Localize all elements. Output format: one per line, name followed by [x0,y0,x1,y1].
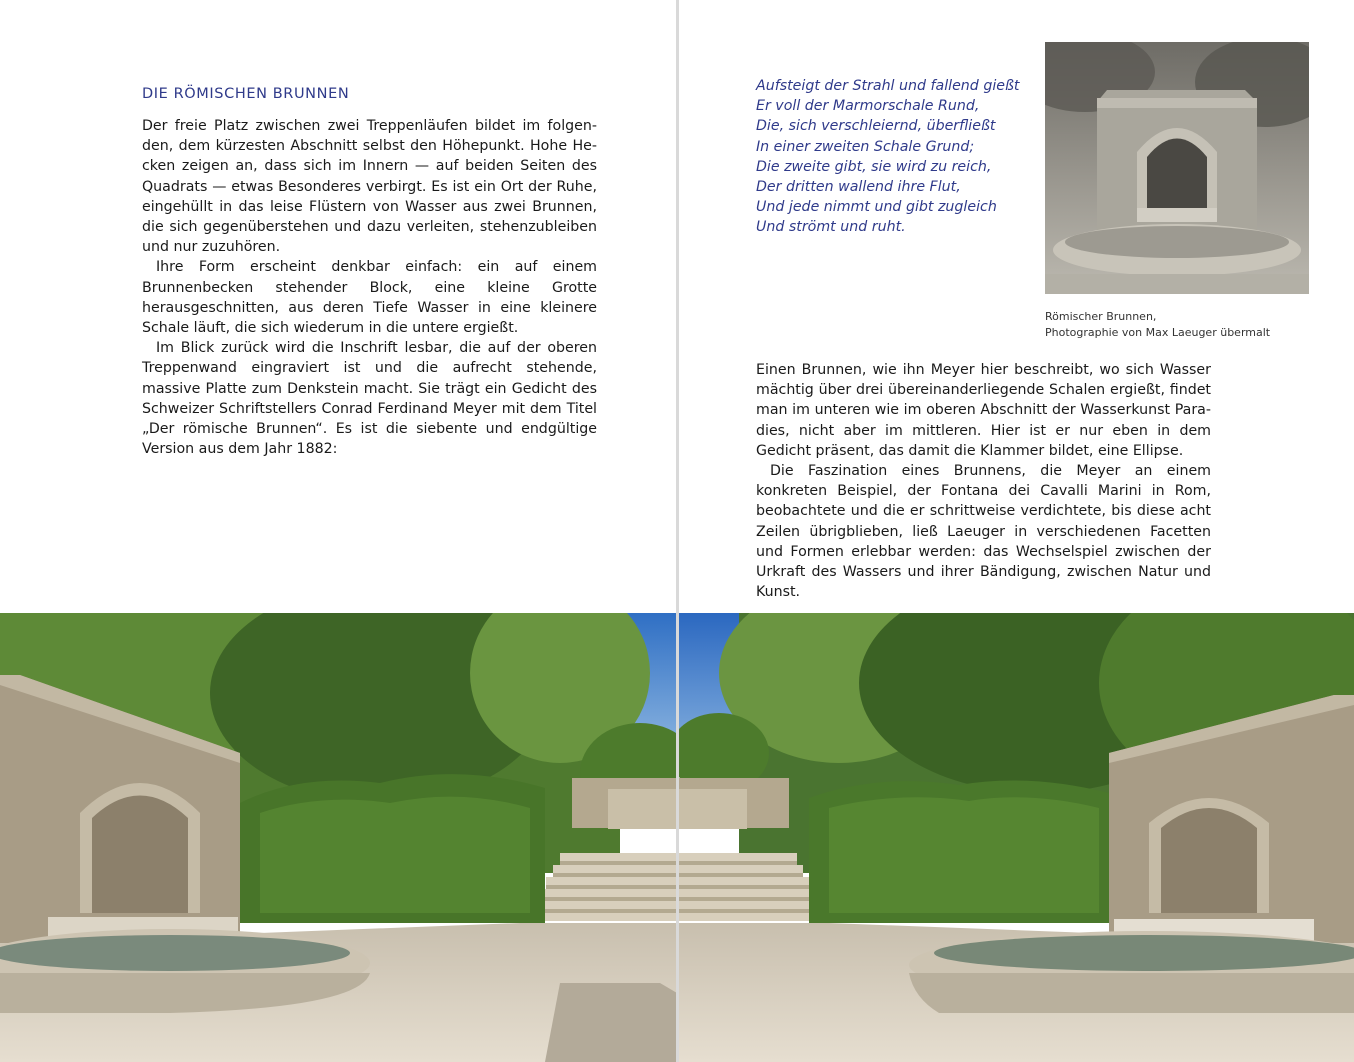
historic-fountain-photo [1045,42,1309,294]
right-paragraph-1: Einen Brunnen, wie ihn Meyer hier beschreibt, wo sich Wasser mächtig über drei übereinanderliegende Schalen ergießt, findet man im unteren wie im oberen Abschnitt der Wasserkunst Paradies, nicht aber im mittleren. Hier ist er nur eben in dem Gedicht präsent, das damit die Klammer bildet, eine Ellipse. [756,362,1211,459]
poem-line-8: Und strömt und ruht. [756,219,906,236]
caption-line-2: Photographie von Max Laeuger übermalt [1045,326,1271,339]
garden-photo-right [679,613,1354,1062]
right-paragraph-2: Die Faszination eines Brunnens, die Meyer an einem konkreten Beispiel, der Fontana dei Cavalli Marini in Rom, beobachtete und die er schrittweise verdichtete, bis diese acht Zeilen übrigblieben, ließ Laeuger in verschiedenen Facetten und Formen erlebbar werden: das Wechselspiel zwischen der Urkraft des Wassers und ihrer Bändigung, zwischen Natur und Kunst. [756,463,1211,601]
poem-line-3: Die, sich verschleiernd, überfließt [756,118,996,135]
poem-line-5: Die zweite gibt, sie wird zu reich, [756,158,992,175]
poem-line-1: Aufsteigt der Strahl und fallend gießt [756,78,1020,94]
left-paragraph-3: Im Blick zurück wird die Inschrift lesbar, die auf der oberen Treppenwand eingraviert ist und die aufrecht stehende, massive Platte zum Denkstein macht. Sie trägt ein Gedicht des Schweizer Schriftstellers Conrad Ferdinand Meyer mit dem Titel „Der römische Brunnen“. Es ist die siebente und endgültige Version aus dem Jahr 1882: [142,340,597,458]
poem-line-7: Und jede nimmt und gibt zugleich [756,199,997,216]
section-heading: DIE RÖMISCHEN BRUNNEN [142,86,350,103]
poem-line-6: Der dritten wallend ihre Flut, [756,179,961,196]
left-body-text [142,116,597,459]
poem [756,76,1020,238]
book-gutter [676,0,679,1062]
left-paragraph-1: Der freie Platz zwischen zwei Treppenläufen bildet im folgenden, dem kürzesten Abschnitt selbst den Höhepunkt. Hohe Hecken zeigen an, dass sich im Innern — auf beiden Seiten des Quadrats — etwas Besonderes verbirgt. Es ist ein Ort der Ruhe, eingehüllt in das leise Flüstern von Wasser aus zwei Brunnen, die sich gegenüberstehen und dazu verleiten, stehenzubleiben und nur zuzuhören. [142,118,597,256]
photo-caption [1045,309,1270,341]
caption-line-1: Römischer Brunnen, [1045,310,1157,323]
poem-line-4: In einer zweiten Schale Grund; [756,138,975,155]
garden-photo-left [0,613,677,1062]
left-paragraph-2: Ihre Form erscheint denkbar einfach: ein auf einem Brunnenbecken stehender Block, eine kleine Grotte herausgeschnitten, aus deren Tiefe Wasser in eine kleinere Schale läuft, die sich wiederum in die untere ergießt. [142,259,597,337]
poem-line-2: Er voll der Marmorschale Rund, [756,98,980,115]
right-body-text [756,360,1211,602]
